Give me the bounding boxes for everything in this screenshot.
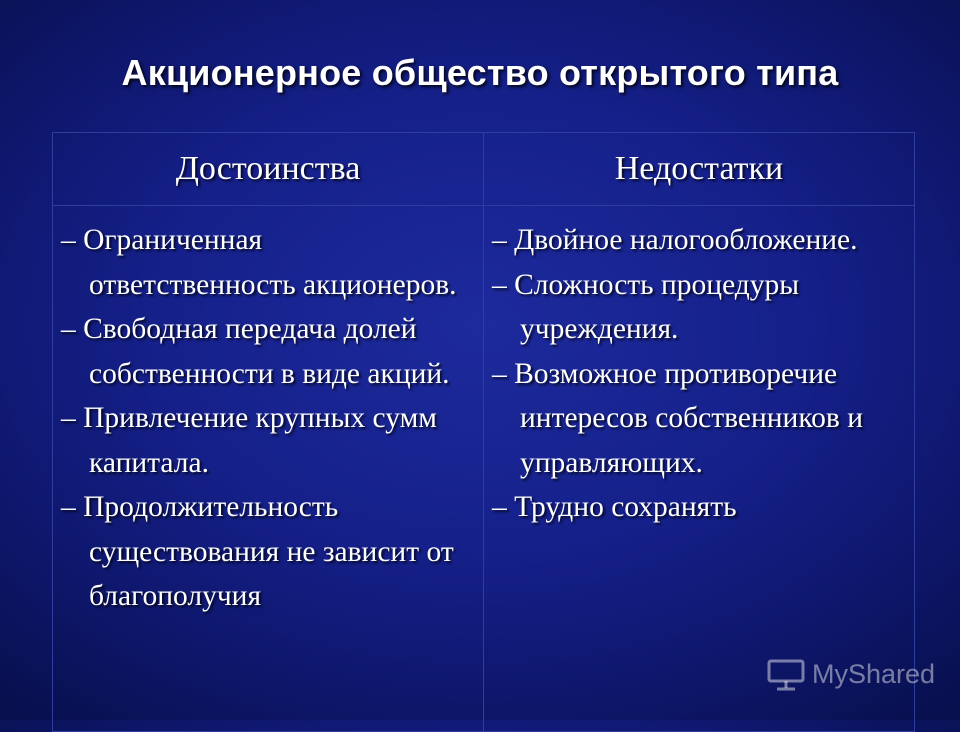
header-disadvantages: Недостатки xyxy=(484,133,915,206)
disadvantages-cell xyxy=(484,206,915,732)
watermark xyxy=(766,654,935,694)
slide-title: Акционерное общество открытого типа xyxy=(121,52,839,93)
table-header-row xyxy=(53,133,915,206)
advantages-cell xyxy=(53,206,484,732)
disadvantage-item: – Возможное противоречие интересов собственников и управляющих. xyxy=(492,357,864,479)
advantage-item: – Ограниченная ответственность акционеров. xyxy=(61,224,457,301)
disadvantage-item: – Трудно сохранять xyxy=(492,491,737,523)
disadvantage-item: – Двойное налогообложение. xyxy=(492,224,858,256)
watermark-text: MyShared xyxy=(812,658,936,689)
comparison-table xyxy=(52,132,915,732)
disadvantage-item: – Сложность процедуры учреждения. xyxy=(492,268,800,345)
presentation-screen-icon xyxy=(766,657,806,691)
advantage-item: – Продолжительность существования не зависит от благополучия xyxy=(61,491,454,612)
header-advantages: Достоинства xyxy=(53,133,484,206)
advantage-item: – Привлечение крупных сумм капитала. xyxy=(61,402,437,479)
table-body-row xyxy=(53,206,915,732)
advantage-item: – Свободная передача долей собственности в виде акций. xyxy=(61,313,450,390)
